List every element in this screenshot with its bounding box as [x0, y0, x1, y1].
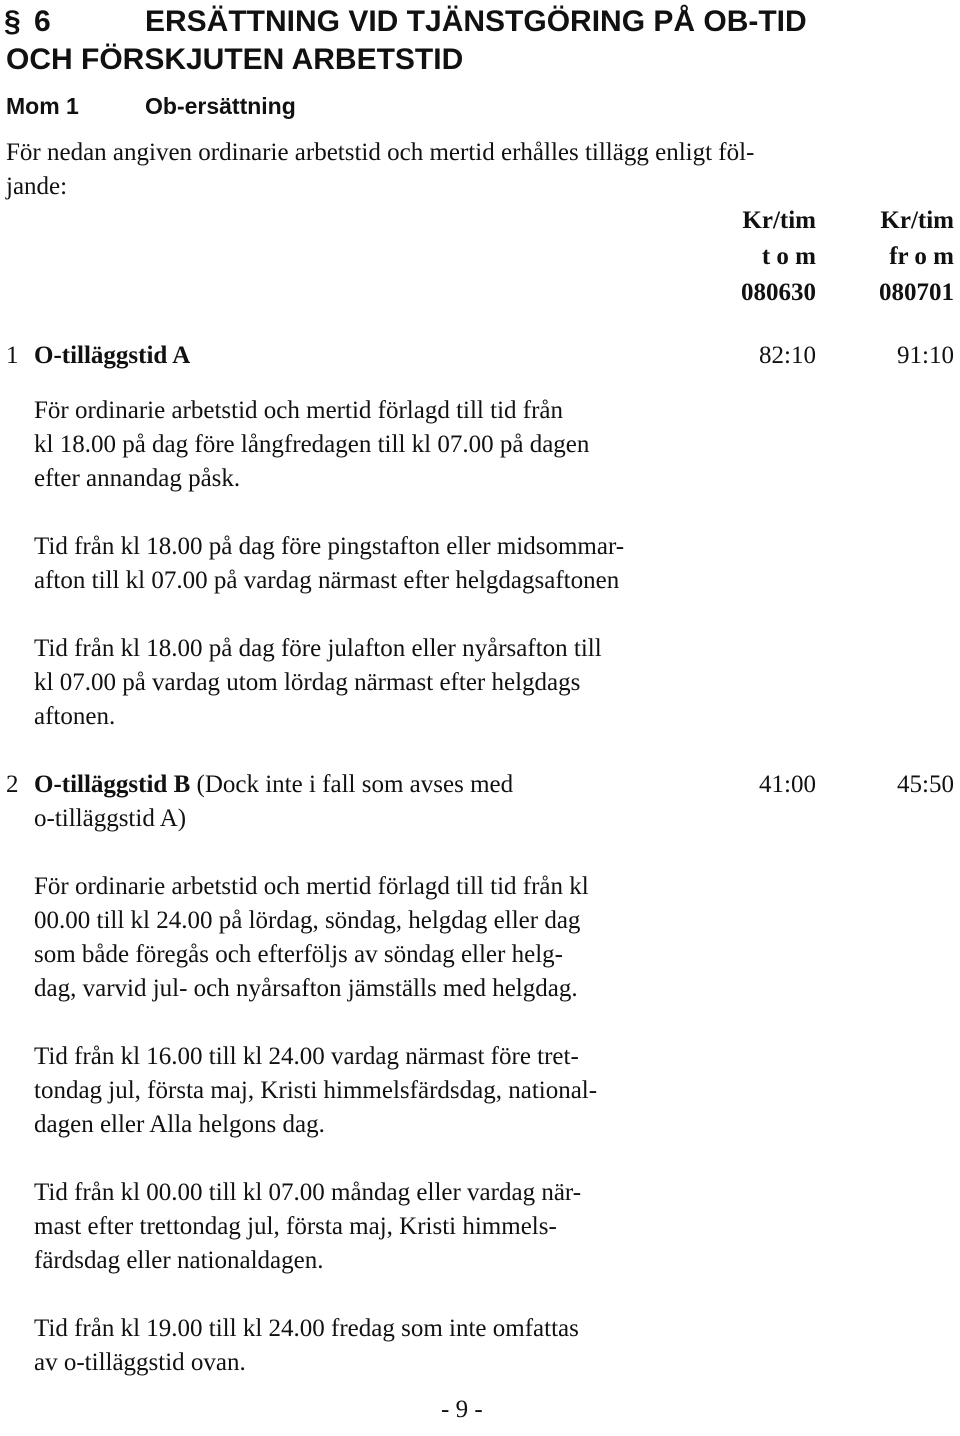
column-2-unit: Kr/tim	[880, 207, 954, 234]
column-1-qualifier: t o m	[761, 243, 816, 270]
column-2-qualifier: fr o m	[889, 243, 954, 270]
paragraph-line: färdsdag eller nationaldagen.	[34, 1247, 324, 1274]
mom-label: Mom 1	[6, 93, 79, 119]
item-1-paragraph-2	[34, 530, 624, 598]
intro-line-1: För nedan angiven ordinarie arbetstid och mertid erhålles tillägg enligt föl-	[6, 139, 755, 166]
item-2-paragraph-2	[34, 1040, 597, 1142]
paragraph-line: För ordinarie arbetstid och mertid förlagd till tid från	[34, 397, 564, 424]
item-1-value-1: 82:10	[759, 342, 816, 369]
item-2-title-continuation: o-tilläggstid A)	[34, 805, 187, 832]
paragraph-line: aftonen.	[34, 703, 116, 730]
column-header-1	[700, 203, 816, 311]
item-2-title-line	[34, 768, 513, 802]
paragraph-line: För ordinarie arbetstid och mertid förlagd till tid från kl	[34, 873, 589, 900]
item-1-number: 1	[6, 342, 19, 369]
item-2-paragraph-3	[34, 1176, 581, 1278]
column-1-unit: Kr/tim	[742, 207, 816, 234]
paragraph-line: mast efter trettondag jul, första maj, Kristi himmels-	[34, 1213, 557, 1240]
paragraph-line: dag, varvid jul- och nyårsafton jämställs med helgdag.	[34, 975, 578, 1002]
paragraph-line: som både föregås och efterföljs av söndag eller helg-	[34, 941, 563, 968]
paragraph-line: tondag jul, första maj, Kristi himmelsfärdsdag, national-	[34, 1077, 598, 1104]
paragraph-line: kl 07.00 på vardag utom lördag närmast efter helgdags	[34, 669, 581, 696]
section-title-line2: OCH FÖRSKJUTEN ARBETSTID	[6, 43, 464, 76]
paragraph-line: kl 18.00 på dag före långfredagen till kl 07.00 på dagen	[34, 431, 590, 458]
item-1-paragraph-1	[34, 394, 589, 496]
paragraph-line: av o-tilläggstid ovan.	[34, 1349, 246, 1376]
column-2-date: 080701	[879, 279, 954, 306]
page-number: - 9 -	[441, 1396, 483, 1423]
section-symbol: §	[4, 5, 21, 38]
paragraph-line: afton till kl 07.00 på vardag närmast efter helgdagsaftonen	[34, 567, 620, 594]
paragraph-line: Tid från kl 18.00 på dag före julafton eller nyårsafton till	[34, 635, 602, 662]
item-2-number: 2	[6, 771, 19, 798]
section-title-line1: ERSÄTTNING VID TJÄNSTGÖRING PÅ OB-TID	[145, 5, 807, 38]
item-2-paragraph-1	[34, 870, 589, 1006]
paragraph-line: Tid från kl 18.00 på dag före pingstafton eller midsommar-	[34, 533, 625, 560]
item-2-value-1: 41:00	[759, 771, 816, 798]
section-number: 6	[34, 5, 51, 38]
paragraph-line: efter annandag påsk.	[34, 465, 241, 492]
paragraph-line: Tid från kl 00.00 till kl 07.00 måndag eller vardag när-	[34, 1179, 582, 1206]
paragraph-line: Tid från kl 16.00 till kl 24.00 vardag närmast före tret-	[34, 1043, 579, 1070]
column-1-date: 080630	[741, 279, 816, 306]
paragraph-line: 00.00 till kl 24.00 på lördag, söndag, helgdag eller dag	[34, 907, 581, 934]
item-2-title: O-tilläggstid B	[34, 771, 191, 798]
item-2-title-suffix: (Dock inte i fall som avses med	[190, 771, 514, 798]
item-2-paragraph-4	[34, 1312, 579, 1380]
column-header-2	[836, 203, 954, 311]
item-1-value-2: 91:10	[897, 342, 954, 369]
item-2-value-2: 45:50	[897, 771, 954, 798]
item-1-title: O-tilläggstid A	[34, 342, 191, 369]
intro-line-2: jande:	[6, 173, 68, 200]
mom-title: Ob-ersättning	[145, 93, 296, 119]
paragraph-line: dagen eller Alla helgons dag.	[34, 1111, 325, 1138]
item-1-paragraph-3	[34, 632, 602, 734]
paragraph-line: Tid från kl 19.00 till kl 24.00 fredag som inte omfattas	[34, 1315, 579, 1342]
